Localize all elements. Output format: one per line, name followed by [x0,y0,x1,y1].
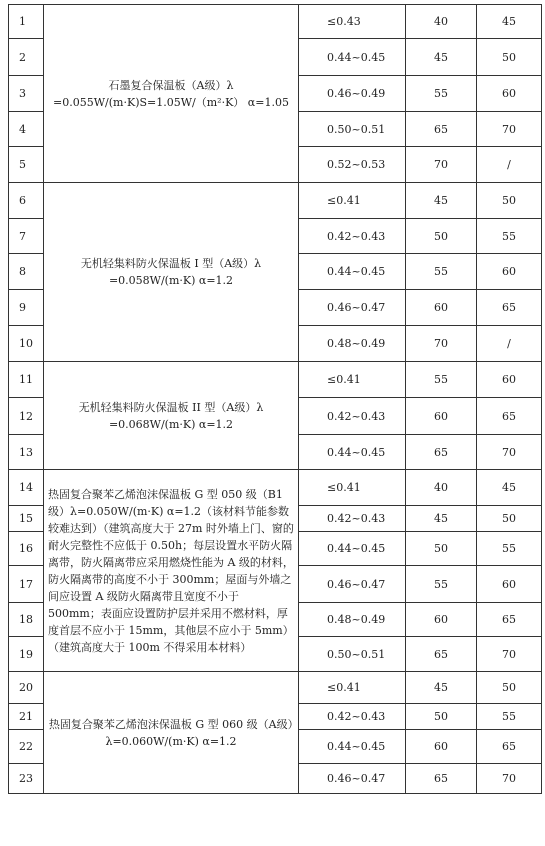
thickness-value-1-cell: 40 [406,470,477,506]
row-number-cell: 13 [9,435,44,470]
table-row [9,672,542,704]
thickness-value-2-cell: 70 [477,112,542,147]
range-cell: 0.44~0.45 [299,532,406,566]
thickness-value-1-cell: 45 [406,183,477,219]
thickness-value-2-cell: 50 [477,506,542,532]
thickness-value-2-cell: 60 [477,254,542,290]
thickness-value-1-cell: 65 [406,112,477,147]
thickness-value-2-cell: / [477,147,542,183]
row-number-cell: 7 [9,219,44,254]
thickness-value-2-cell: 60 [477,362,542,398]
range-cell: ≤0.41 [299,470,406,506]
range-cell: 0.48~0.49 [299,326,406,362]
range-cell: 0.46~0.47 [299,566,406,603]
table-row [9,5,542,39]
thickness-value-1-cell: 60 [406,290,477,326]
range-cell: 0.44~0.45 [299,39,406,76]
range-cell: 0.46~0.47 [299,764,406,794]
thickness-value-1-cell: 50 [406,532,477,566]
thickness-value-1-cell: 50 [406,704,477,730]
thickness-value-1-cell: 40 [406,5,477,39]
thickness-value-2-cell: 70 [477,435,542,470]
thickness-value-1-cell: 60 [406,603,477,637]
thickness-value-1-cell: 55 [406,76,477,112]
thickness-value-2-cell: 55 [477,219,542,254]
thickness-value-2-cell: 50 [477,672,542,704]
thickness-value-2-cell: 55 [477,532,542,566]
row-number-cell: 21 [9,704,44,730]
row-number-cell: 12 [9,398,44,435]
thickness-value-1-cell: 50 [406,219,477,254]
material-description-cell: 石墨复合保温板（A级）λ =0.055W/(m·K)S=1.05W/（m²·K） α=1.05 [44,5,299,183]
row-number-cell: 5 [9,147,44,183]
material-description-cell: 热固复合聚苯乙烯泡沫保温板 G 型 060 级（A级）λ=0.060W/(m·K) α=1.2 [44,672,299,794]
range-cell: 0.46~0.47 [299,290,406,326]
row-number-cell: 14 [9,470,44,506]
thickness-value-2-cell: 50 [477,39,542,76]
range-cell: 0.50~0.51 [299,637,406,672]
row-number-cell: 23 [9,764,44,794]
thickness-value-2-cell: 60 [477,76,542,112]
row-number-cell: 22 [9,730,44,764]
row-number-cell: 19 [9,637,44,672]
range-cell: 0.42~0.43 [299,219,406,254]
material-description-cell: 无机轻集料防火保温板 I 型（A级）λ =0.058W/(m·K) α=1.2 [44,183,299,362]
thickness-value-1-cell: 65 [406,435,477,470]
thickness-value-2-cell: 65 [477,730,542,764]
row-number-cell: 3 [9,76,44,112]
range-cell: 0.50~0.51 [299,112,406,147]
range-cell: ≤0.43 [299,5,406,39]
thickness-value-1-cell: 55 [406,566,477,603]
thickness-value-2-cell: 65 [477,603,542,637]
thickness-value-2-cell: 70 [477,764,542,794]
range-cell: ≤0.41 [299,672,406,704]
thickness-value-2-cell: 70 [477,637,542,672]
thickness-value-2-cell: / [477,326,542,362]
thickness-value-1-cell: 55 [406,362,477,398]
thickness-value-2-cell: 45 [477,470,542,506]
thickness-value-2-cell: 50 [477,183,542,219]
range-cell: 0.42~0.43 [299,398,406,435]
thickness-value-2-cell: 60 [477,566,542,603]
thickness-value-2-cell: 65 [477,290,542,326]
thickness-value-1-cell: 45 [406,39,477,76]
range-cell: 0.44~0.45 [299,730,406,764]
row-number-cell: 4 [9,112,44,147]
thickness-value-1-cell: 45 [406,506,477,532]
row-number-cell: 11 [9,362,44,398]
thickness-value-1-cell: 65 [406,764,477,794]
thickness-value-1-cell: 70 [406,326,477,362]
range-cell: ≤0.41 [299,362,406,398]
thickness-value-1-cell: 60 [406,730,477,764]
range-cell: 0.52~0.53 [299,147,406,183]
range-cell: 0.48~0.49 [299,603,406,637]
range-cell: 0.42~0.43 [299,506,406,532]
thickness-value-1-cell: 60 [406,398,477,435]
range-cell: ≤0.41 [299,183,406,219]
row-number-cell: 18 [9,603,44,637]
row-number-cell: 20 [9,672,44,704]
row-number-cell: 6 [9,183,44,219]
thickness-value-2-cell: 45 [477,5,542,39]
row-number-cell: 17 [9,566,44,603]
thickness-value-1-cell: 45 [406,672,477,704]
table-body [9,5,542,794]
thickness-value-2-cell: 55 [477,704,542,730]
table-row [9,362,542,398]
material-description-cell: 热固复合聚苯乙烯泡沫保温板 G 型 050 级（B1级）λ=0.050W/(m·K) α=1.2（该材料节能参数较难达到）（建筑高度大于 27m 时外墙上门、窗的耐火完整性不应低于 0.50h；每层设置水平防火隔离带，防火隔离带应采用燃烧性能为 A 级的材料，防火隔离带的高度不小于 300mm；屋面与外墙之间应设置 A 级防火隔离带且宽度不小于 500mm；表面应设置防护层并采用不燃材料，厚度首层不应小于 15mm，其他层不应小于 5mm）（建筑高度大于 100m 不得采用本材料） [44,470,299,672]
table-row [9,470,542,506]
thickness-value-2-cell: 65 [477,398,542,435]
row-number-cell: 15 [9,506,44,532]
range-cell: 0.44~0.45 [299,435,406,470]
row-number-cell: 1 [9,5,44,39]
thickness-value-1-cell: 70 [406,147,477,183]
material-description-cell: 无机轻集料防火保温板 II 型（A级）λ =0.068W/(m·K) α=1.2 [44,362,299,470]
row-number-cell: 2 [9,39,44,76]
range-cell: 0.46~0.49 [299,76,406,112]
insulation-thickness-table-container [8,4,542,794]
row-number-cell: 16 [9,532,44,566]
thickness-value-1-cell: 65 [406,637,477,672]
insulation-thickness-table [8,4,542,794]
range-cell: 0.44~0.45 [299,254,406,290]
table-row [9,183,542,219]
row-number-cell: 10 [9,326,44,362]
row-number-cell: 9 [9,290,44,326]
range-cell: 0.42~0.43 [299,704,406,730]
thickness-value-1-cell: 55 [406,254,477,290]
row-number-cell: 8 [9,254,44,290]
